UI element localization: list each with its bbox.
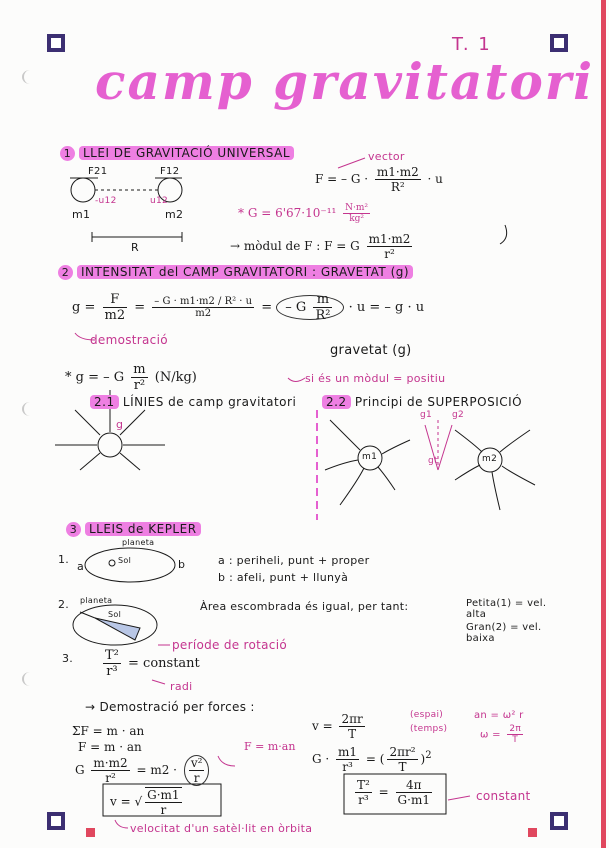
modulus-note: si és un mòdul = positiu	[305, 372, 446, 385]
omega-eq: ω =	[480, 729, 501, 741]
eq3-r: r	[193, 771, 200, 785]
label-r: R	[131, 241, 139, 254]
orbit-ellipse	[85, 548, 175, 582]
subsection-2-2-number: 2.2	[322, 395, 351, 409]
mass-m1	[71, 178, 95, 202]
g-tail: = – g · u	[369, 300, 425, 315]
modulus-num: m1·m2	[368, 232, 411, 246]
kd-g: G ·	[312, 752, 330, 766]
eq-gravity-balance	[75, 755, 212, 786]
modulus-den: r²	[384, 247, 395, 261]
kd-num: m1	[338, 745, 358, 759]
g-eq-2: =	[261, 300, 273, 315]
f-man-note: F = m·an	[244, 740, 296, 753]
subsection-2-1	[90, 395, 296, 409]
kr-num: T²	[357, 778, 370, 792]
modulus-lhs: → mòdul de F : F = G	[230, 239, 360, 253]
g-neg-g: – G	[285, 300, 307, 315]
g-r2: R²	[315, 308, 331, 323]
orbital-velocity-note: velocitat d'un satèl·lit en òrbita	[130, 822, 313, 835]
g-star-den: r²	[133, 378, 146, 393]
constant-note: constant	[476, 789, 531, 803]
g-star-lhs: * g = – G	[65, 370, 125, 385]
section-2-heading	[58, 265, 413, 280]
subsection-2-1-number: 2.1	[90, 395, 119, 409]
g-lhs: g =	[72, 300, 96, 315]
kr-eq: =	[378, 785, 389, 799]
radius-note: radi	[170, 680, 193, 693]
g-vector-label: g	[116, 418, 124, 431]
demo-label: demostració	[90, 333, 168, 347]
planeta-label: planeta	[122, 538, 155, 547]
gravity-derivation	[72, 292, 424, 323]
kr-den: r³	[358, 793, 369, 807]
kd-eq: =	[365, 752, 376, 766]
k3-const: = constant	[128, 656, 200, 671]
kepler-3-law	[100, 648, 200, 679]
kepler-result	[352, 778, 435, 807]
page-title: camp gravitatori	[95, 52, 595, 111]
label-f21: F21	[88, 166, 108, 177]
field-mass	[98, 433, 122, 457]
section-1-heading	[60, 146, 294, 161]
subsection-2-2	[322, 395, 522, 409]
modulus-formula	[230, 232, 415, 261]
omega-note	[480, 724, 526, 745]
label-u12: u12	[150, 196, 169, 206]
subsection-2-2-title: Principi de SUPERPOSICIÓ	[354, 395, 523, 409]
force-demo-label: → Demostració per forces :	[85, 700, 255, 714]
perihelion-point: a	[77, 560, 85, 573]
v-num: 2πr	[341, 712, 363, 726]
space-note: (espai)	[410, 710, 444, 720]
label-u21: -u12	[95, 196, 117, 206]
gravitation-law	[315, 165, 443, 194]
eq-force: F = m · an	[78, 740, 142, 754]
g-constant-value: * G = 6'67·10⁻¹¹	[238, 206, 337, 220]
gravetat-label: gravetat (g)	[330, 343, 412, 358]
kr-rden: G·m1	[397, 793, 430, 807]
kepler-1-number: 1.	[58, 553, 70, 566]
v-eq: v =	[312, 719, 333, 733]
kd-square: 2	[425, 750, 432, 761]
law-lhs: F = – G ·	[315, 172, 369, 186]
eq-sum-forces: ΣF = m · an	[72, 724, 145, 738]
g-constant-num: N·m²	[345, 203, 369, 213]
law-numerator: m1·m2	[376, 165, 419, 179]
section-1-title: LLEI DE GRAVITACIÓ UNIVERSAL	[79, 146, 294, 160]
aphelion-point: b	[178, 558, 186, 571]
vector-note: vector	[368, 150, 405, 163]
kd-rhs-den: T	[398, 760, 407, 774]
small-area-note: Petita(1) = vel. alta	[466, 598, 547, 620]
g-mass: m2	[104, 308, 126, 323]
label-f12: F12	[160, 166, 180, 177]
g-modulus-formula	[65, 362, 197, 393]
law-unit-vector: · u	[427, 172, 443, 186]
vr-num: G·m1	[147, 788, 180, 802]
k3-r3: r³	[106, 664, 118, 679]
eq3-den: r²	[105, 771, 116, 785]
section-3-title: LLEIS de KEPLER	[85, 522, 201, 536]
section-1-number: 1	[60, 146, 75, 161]
vr-eq: v =	[110, 794, 131, 809]
g2-label: g2	[452, 410, 465, 420]
gt-label: gt	[428, 456, 438, 466]
kd-rhs-num: 2πr²	[389, 745, 416, 759]
vr-den: r	[160, 803, 167, 817]
section-2-number: 2	[58, 265, 73, 280]
kr-rnum: 4π	[396, 778, 432, 793]
field-m1-label: m1	[362, 452, 378, 462]
g-mid-num: – G · m1·m2 / R² · u	[154, 296, 253, 307]
page-tag: T. 1	[452, 34, 492, 55]
g-circled-term	[276, 292, 344, 323]
g-constant	[238, 203, 373, 224]
label-m2: m2	[165, 208, 184, 221]
aphelion-def: b : afeli, punt + llunyà	[218, 571, 349, 584]
section-3-heading	[66, 522, 201, 537]
g-eq-1: =	[134, 300, 146, 315]
k3-t2: T²	[105, 648, 119, 663]
subsection-2-1-title: LÍNIES de camp gravitatori	[122, 395, 297, 409]
field-m2-label: m2	[482, 454, 498, 464]
g-constant-den: kg²	[349, 214, 365, 224]
planeta2-label: planeta	[80, 596, 113, 605]
area-statement: Àrea escombrada és igual, per tant:	[200, 600, 409, 613]
sol2-label: Sol	[108, 610, 122, 619]
velocity-result: v = √ $\frac{G\cdot m1}{r}$	[110, 788, 180, 817]
time-note: (temps)	[410, 724, 448, 734]
omega-num: 2π	[509, 724, 522, 734]
v-den: T	[348, 727, 357, 741]
g1-label: g1	[420, 410, 433, 420]
g-units: (N/kg)	[154, 370, 197, 385]
g-m: m	[313, 292, 332, 308]
velocity-formula	[312, 712, 368, 741]
kepler-3-number: 3.	[62, 652, 74, 665]
kepler-2-number: 2.	[58, 598, 70, 611]
kd-den: r³	[342, 760, 353, 774]
perihelion-def: a : periheli, punt + proper	[218, 554, 370, 567]
g-u: · u	[348, 300, 366, 315]
sol-label: Sol	[118, 556, 132, 565]
g-mid-den: m2	[195, 308, 212, 319]
g-force: F	[103, 292, 128, 308]
eq3-v2: v²	[190, 756, 203, 770]
label-m1: m1	[72, 208, 91, 221]
eq3-rhs: = m2 ·	[136, 763, 177, 777]
eq3-num: m·m2	[93, 756, 128, 770]
omega-den: T	[512, 735, 519, 745]
law-denominator: R²	[390, 180, 405, 194]
section-2-title: INTENSITAT del CAMP GRAVITATORI : GRAVETAT (g)	[77, 265, 413, 279]
eq3-g: G	[75, 763, 85, 777]
large-area-note: Gran(2) = vel. baixa	[466, 622, 542, 644]
g-star-num: m	[133, 362, 146, 377]
kepler-derivation: G · $\frac{m1}{\text{r³}}$ = ( $\frac{\text{2πr²}}{T}$ )$^2$	[312, 745, 432, 774]
period-note: període de rotació	[172, 638, 287, 652]
section-3-number: 3	[66, 522, 81, 537]
centripetal-note: an = ω² r	[474, 710, 524, 721]
